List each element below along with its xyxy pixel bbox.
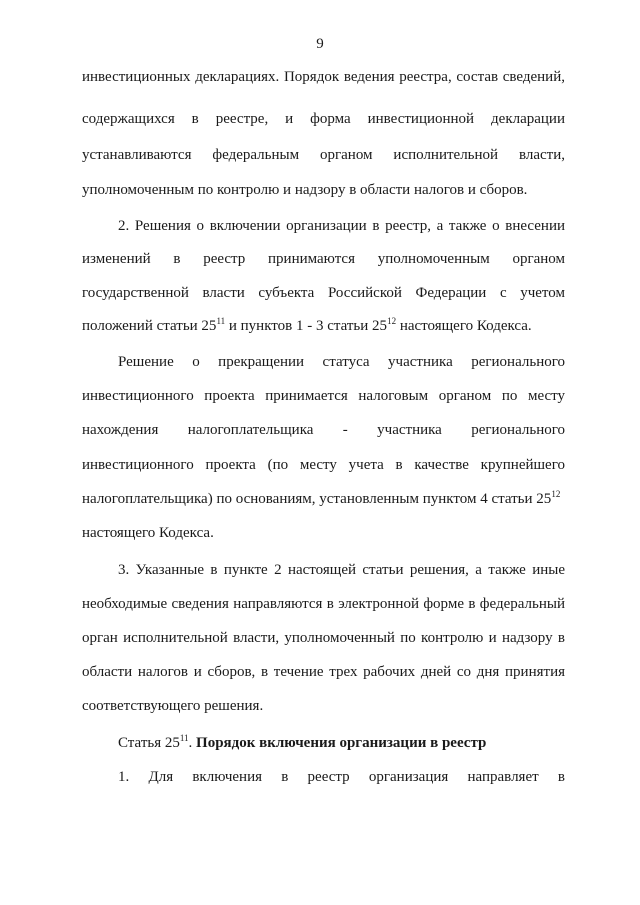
superscript: 12 [551, 489, 561, 499]
article-title: Порядок включения организации в реестр [196, 735, 487, 751]
text-line: устанавливаются федеральным органом исполнительной власти, [82, 147, 565, 163]
text-run: . [188, 735, 197, 751]
text-run: и пунктов 1 - 3 статьи 25 [225, 318, 388, 334]
text-line: 2. Решения о включении организации в реестр, а также о внесении [118, 218, 565, 234]
text-line [82, 489, 565, 509]
text-line: уполномоченным по контролю и надзору в области налогов и сборов. [82, 182, 528, 198]
text-line: 1. Для включения в реестр организация направляет в [118, 769, 565, 785]
text-line: орган исполнительной власти, уполномоченный по контролю и надзору в [82, 630, 565, 646]
text-line: Решение о прекращении статуса участника регионального [118, 354, 565, 370]
text-line [82, 316, 565, 336]
text-line: настоящего Кодекса. [82, 525, 214, 541]
text-line: инвестиционных декларациях. Порядок ведения реестра, состав сведений, [82, 69, 565, 85]
text-line: необходимые сведения направляются в электронной форме в федеральный [82, 596, 565, 612]
text-run: положений статьи 25 [82, 318, 217, 334]
page-number: 9 [316, 36, 324, 52]
text-line: нахождения налогоплательщика - участника регионального [82, 422, 565, 438]
text-run: налогоплательщика) по основаниям, установленным пунктом 4 статьи 25 [82, 491, 552, 507]
article-heading [118, 733, 565, 753]
superscript: 12 [387, 316, 397, 326]
text-line: инвестиционного проекта (по месту учета в качестве крупнейшего [82, 457, 565, 473]
text-line: инвестиционного проекта принимается налоговым органом по месту [82, 388, 565, 404]
text-run: Статья 25 [118, 735, 180, 751]
text-line: соответствующего решения. [82, 698, 264, 714]
text-line: государственной власти субъекта Российской Федерации с учетом [82, 285, 565, 301]
text-line: 3. Указанные в пункте 2 настоящей статьи решения, а также иные [118, 562, 565, 578]
text-line: содержащихся в реестре, и форма инвестиционной декларации [82, 111, 565, 127]
text-line: изменений в реестр принимаются уполномоченным органом [82, 251, 565, 267]
superscript: 11 [216, 316, 226, 326]
text-line: области налогов и сборов, в течение трех рабочих дней со дня принятия [82, 664, 565, 680]
superscript: 11 [179, 733, 189, 743]
text-run: настоящего Кодекса. [396, 318, 532, 334]
